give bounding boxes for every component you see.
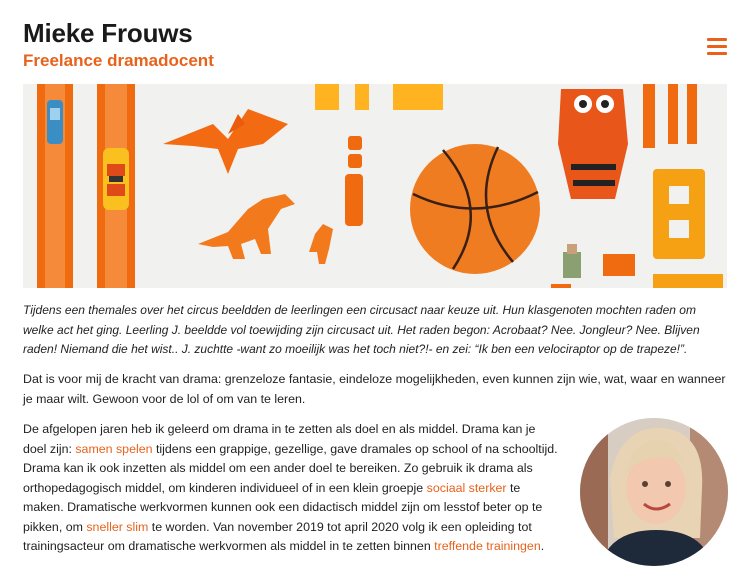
link-sneller-slim[interactable]: sneller slim xyxy=(86,519,149,534)
link-samen-spelen[interactable]: samen spelen xyxy=(75,441,153,456)
link-sociaal-sterker[interactable]: sociaal sterker xyxy=(426,480,507,495)
hamburger-menu-icon[interactable] xyxy=(707,38,727,56)
text-segment: De afgelopen jaren heb ik geleerd om drama in te zetten als doel en als middel. Drama kan je doel zijn: xyxy=(23,422,536,456)
site-subtitle: Freelance dramadocent xyxy=(23,51,214,70)
menu-bar-top xyxy=(707,38,727,41)
text-segment: te worden. Van november 2019 tot april 2020 volg ik een opleiding tot trainingsacteur om dramatische werkvormen als middel in te zetten binnen xyxy=(23,519,532,553)
menu-bar-bottom xyxy=(707,52,727,55)
hero-image xyxy=(23,84,727,288)
text-segment: . xyxy=(540,539,545,553)
text-segment: tijdens een grappige, gezellige, gave dramales op school of na schooltijd. Drama kan ik ook inzetten als middel om een ander doel te bereiken. Zo gebruik ik drama als orthopedagogisch middel, om kinderen individueel of in een klein groepje xyxy=(23,441,558,495)
site-title[interactable]: Mieke Frouws xyxy=(23,18,193,48)
hero-caption: Tijdens een themales over het circus beeldden de leerlingen een circusact naar keuze uit. Hun klasgenoten mochten raden om welke act het ging. Leerling J. beeldde vol toewijding zijn circusact uit. Het raden begon: Acrobaat? Nee. Jongleur? Nee. Blijven raden! Niemand die het wist.. J. zuchtte -want zo moeilijk was het toch niet?!- en zei: “Ik ben een velociraptor op de trapeze!”. xyxy=(23,303,700,356)
link-treffende-trainingen[interactable]: treffende trainingen xyxy=(434,539,541,553)
portrait-illustration xyxy=(580,418,728,566)
portrait-photo xyxy=(580,418,728,566)
text-segment: te maken. Dramatische werkvormen kunnen ook een didactisch middel zijn om lesstof beter op te pikken, om xyxy=(23,480,543,534)
menu-bar-middle xyxy=(707,45,727,48)
experience-paragraph xyxy=(23,420,559,557)
intro-paragraph: Dat is voor mij de kracht van drama: grenzeloze fantasie, eindeloze mogelijkheden, even kunnen zijn wie, wat, waar en wanneer je maar wilt. Gewoon voor de lol of om van te leren. xyxy=(23,372,726,406)
orange-toys-collage xyxy=(23,84,727,288)
